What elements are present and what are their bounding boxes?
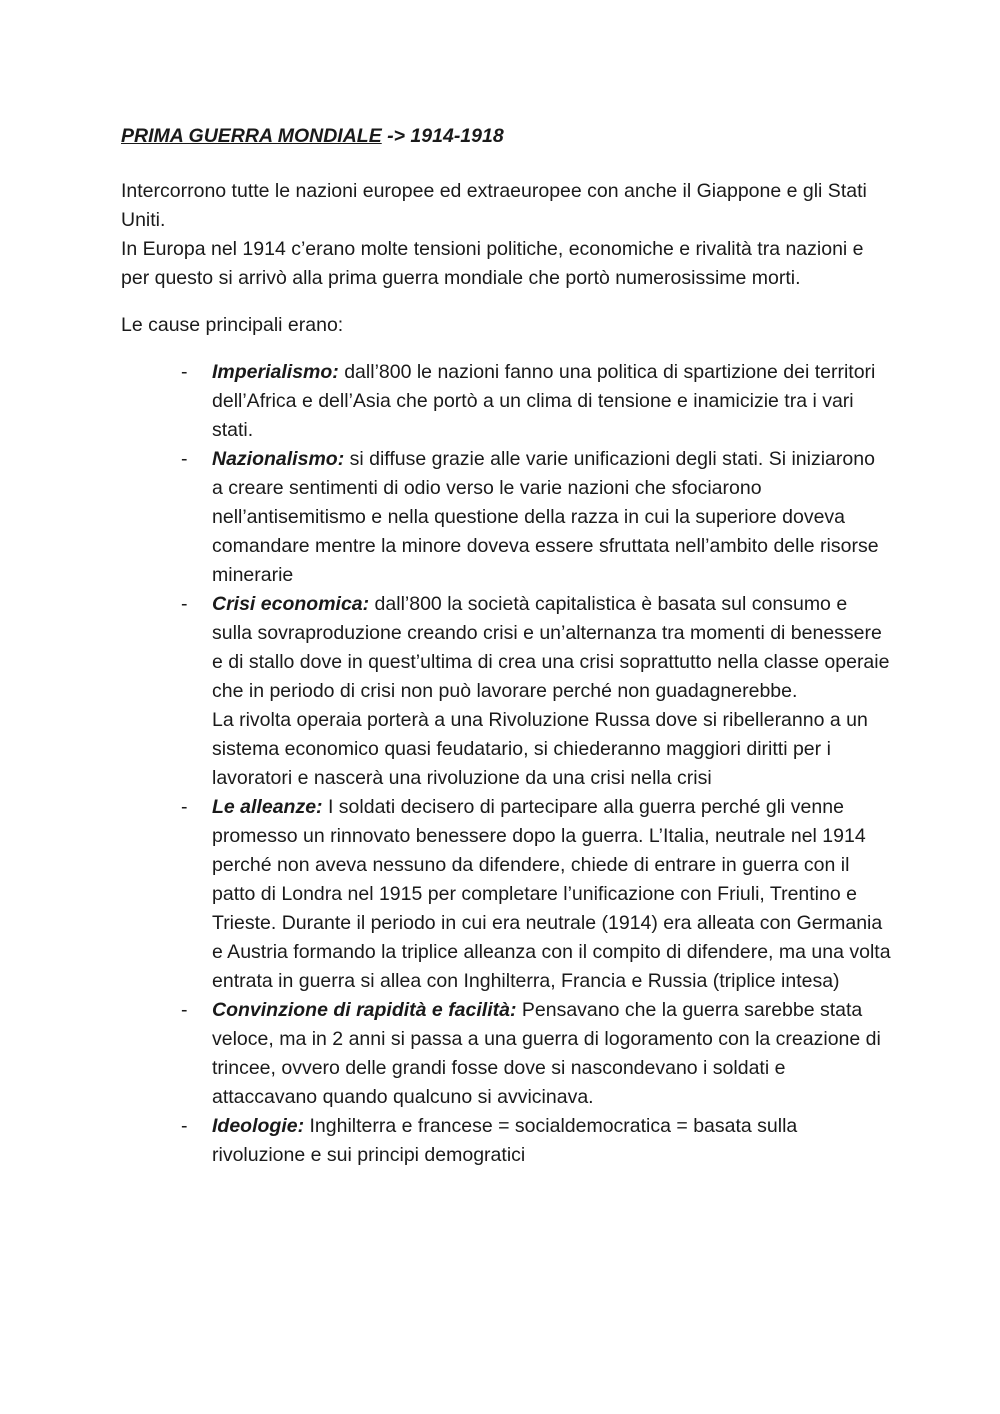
cause-term: Nazionalismo: bbox=[212, 448, 345, 470]
cause-text: dall’800 la società capitalistica è basata sul consumo e sulla sovraproduzione creando crisi e un’alternanza tra momenti di benessere e di stallo dove in quest’ultima di crea una crisi soprattutto nella classe operaie che in periodo di crisi non può lavorare perché non guadagnerebbe. bbox=[212, 593, 890, 702]
cause-extra-text: La rivolta operaia porterà a una Rivoluzione Russa dove si ribelleranno a un sistema economico quasi feudatario, si chiederanno maggiori diritti per i lavoratori e nascerà una rivoluzione da una crisi nella crisi bbox=[212, 709, 868, 789]
bullet-dash: - bbox=[181, 999, 188, 1021]
title-dates: -> 1914-1918 bbox=[381, 125, 504, 147]
page-title bbox=[121, 122, 891, 151]
list-item bbox=[121, 996, 891, 1112]
list-item bbox=[121, 358, 891, 445]
list-item bbox=[121, 590, 891, 793]
intro-paragraph-1: Intercorrono tutte le nazioni europee ed extraeuropee con anche il Giappone e gli Stati Uniti. bbox=[121, 180, 867, 231]
bullet-dash: - bbox=[181, 361, 188, 383]
cause-text: Inghilterra e francese = socialdemocratica = basata sulla rivoluzione e sui principi demogratici bbox=[212, 1115, 798, 1166]
cause-term: Le alleanze: bbox=[212, 796, 323, 818]
list-item bbox=[121, 793, 891, 996]
causes-intro: Le cause principali erano: bbox=[121, 314, 344, 336]
list-item bbox=[121, 1112, 891, 1170]
cause-term: Imperialismo: bbox=[212, 361, 339, 383]
title-underlined: PRIMA GUERRA MONDIALE bbox=[121, 125, 382, 147]
bullet-dash: - bbox=[181, 796, 188, 818]
bullet-dash: - bbox=[181, 1115, 188, 1137]
causes-list bbox=[121, 358, 891, 1170]
bullet-dash: - bbox=[181, 593, 188, 615]
document-page bbox=[121, 122, 891, 1170]
intro-paragraph-2: In Europa nel 1914 c’erano molte tensioni politiche, economiche e rivalità tra nazioni e per questo si arrivò alla prima guerra mondiale che portò numerosissime morti. bbox=[121, 238, 864, 289]
bullet-dash: - bbox=[181, 448, 188, 470]
cause-text: I soldati decisero di partecipare alla guerra perché gli venne promesso un rinnovato benessere dopo la guerra. L’Italia, neutrale nel 1914 perché non aveva nessuno da difendere, chiede di entrare in guerra con il patto di Londra nel 1915 per completare l’unificazione con Friuli, Trentino e Trieste. Durante il periodo in cui era neutrale (1914) era alleata con Germania e Austria formando la triplice alleanza con il compito di difendere, ma una volta entrata in guerra si allea con Inghilterra, Francia e Russia (triplice intesa) bbox=[212, 796, 891, 992]
cause-term: Convinzione di rapidità e facilità: bbox=[212, 999, 517, 1021]
list-item bbox=[121, 445, 891, 590]
cause-text: Pensavano che la guerra sarebbe stata veloce, ma in 2 anni si passa a una guerra di logoramento con la creazione di trincee, ovvero delle grandi fosse dove si nascondevano i soldati e attaccavano quando qualcuno si avvicinava. bbox=[212, 999, 881, 1108]
cause-text: si diffuse grazie alle varie unificazioni degli stati. Si iniziarono a creare sentimenti di odio verso le varie nazioni che sfociarono nell’antisemitismo e nella questione della razza in cui la superiore doveva comandare mentre la minore doveva essere sfruttata nell’ambito delle risorse minerarie bbox=[212, 448, 879, 586]
cause-text: dall’800 le nazioni fanno una politica di spartizione dei territori dell’Africa e dell’Asia che portò a un clima di tensione e inamicizie tra i vari stati. bbox=[212, 361, 876, 441]
cause-term: Ideologie: bbox=[212, 1115, 305, 1137]
cause-term: Crisi economica: bbox=[212, 593, 370, 615]
